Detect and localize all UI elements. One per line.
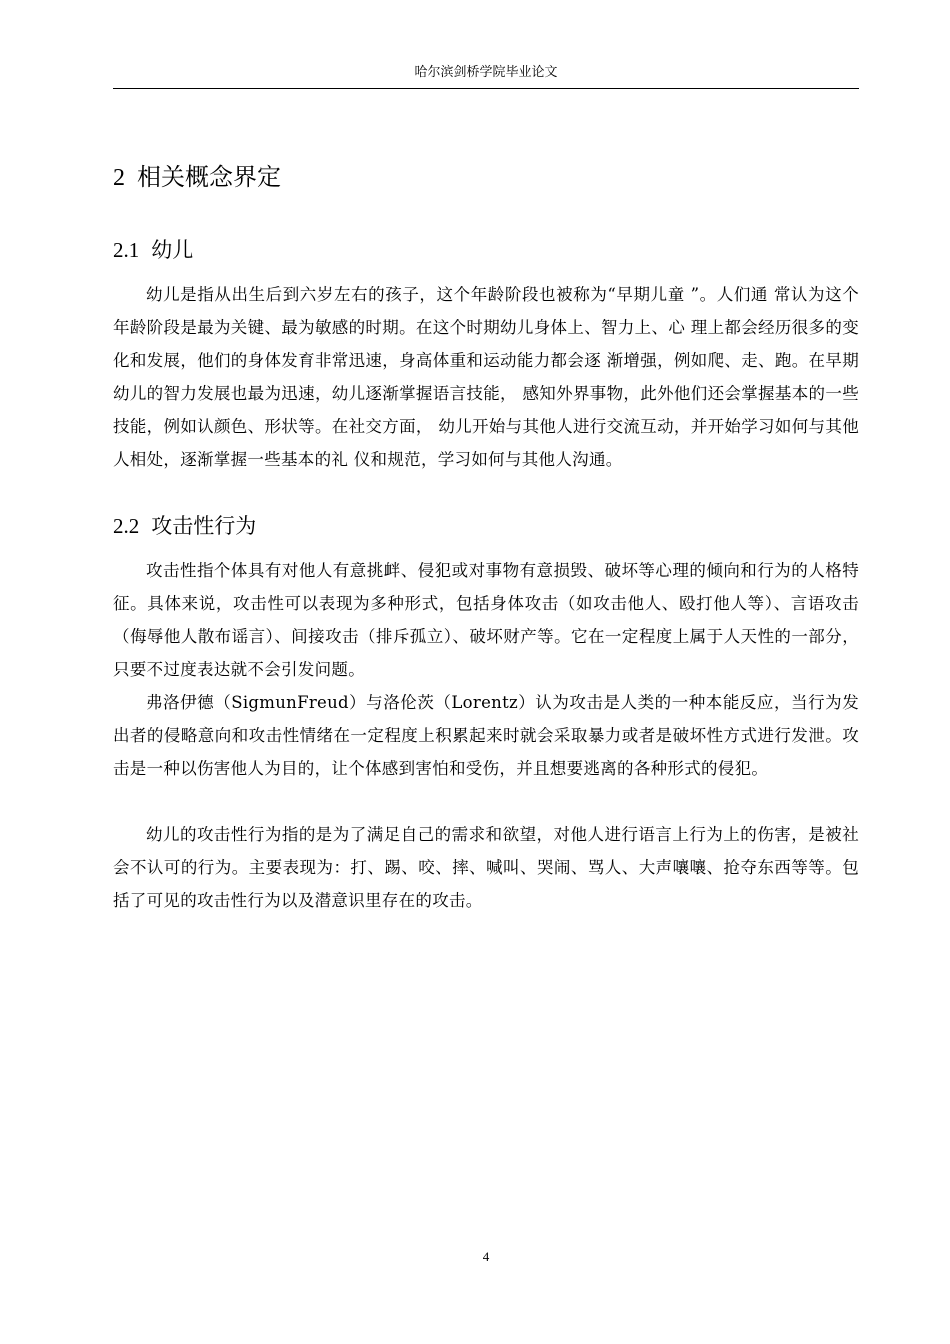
paragraph-2-2-3: 幼儿的攻击性行为指的是为了满足自己的需求和欲望，对他人进行语言上行为上的伤害，是被社会不认可的行为。主要表现为：打、踢、咬、摔、喊叫、哭闹、骂人、大声嚷嚷、抢夺东西等等。包括了可见的攻击性行为以及潜意识里存在的攻击。 <box>113 825 859 910</box>
chapter-title: 相关概念界定 <box>137 163 281 191</box>
paragraph-2-1-1: 幼儿是指从出生后到六岁左右的孩子，这个年龄阶段也被称为“早期儿童 ”。人们通 常认为这个年龄阶段是最为关键、最为敏感的时期。在这个时期幼儿身体上、智力上、心 理上都会经历很多的变化和发展，他们的身体发育非常迅速，身高体重和运动能力都会逐 渐增强，例如爬、走、跑。在早期幼儿的智力发展也最为迅速，幼儿逐渐掌握语言技能， 感知外界事物，此外他们还会掌握基本的一些技能，例如认颜色、形状等。在社交方面， 幼儿开始与其他人进行交流互动，并开始学习如何与其他人相处，逐渐掌握一些基本的礼 仪和规范，学习如何与其他人沟通。 <box>113 285 859 469</box>
header-divider <box>113 88 859 89</box>
paragraph-2-2-1: 攻击性指个体具有对他人有意挑衅、侵犯或对事物有意损毁、破坏等心理的倾向和行为的人格特征。具体来说，攻击性可以表现为多种形式，包括身体攻击（如攻击他人、殴打他人等）、言语攻击（侮辱他人散布谣言）、间接攻击（排斥孤立）、破坏财产等。它在一定程度上属于人天性的一部分，只要不过度表达就不会引发问题。 <box>113 561 859 679</box>
chapter-number: 2 <box>113 165 125 191</box>
section-heading-2-1 <box>113 235 193 265</box>
section-title: 幼儿 <box>151 238 194 262</box>
paragraph-2-2-2: 弗洛伊德（SigmunFreud）与洛伦茨（Lorentz）认为攻击是人类的一种本能反应，当行为发出者的侵略意向和攻击性情绪在一定程度上积累起来时就会采取暴力或者是破坏性方式进行发泄。攻击是一种以伤害他人为目的，让个体感到害怕和受伤，并且想要逃离的各种形式的侵犯。 <box>113 693 859 778</box>
page-number: 4 <box>482 1249 490 1264</box>
chapter-heading <box>113 160 281 195</box>
section-number: 2.2 <box>113 514 140 538</box>
section-number: 2.1 <box>113 238 140 262</box>
section-heading-2-2 <box>113 511 256 541</box>
section-title: 攻击性行为 <box>151 514 257 538</box>
running-header: 哈尔滨剑桥学院毕业论文 <box>414 65 558 80</box>
